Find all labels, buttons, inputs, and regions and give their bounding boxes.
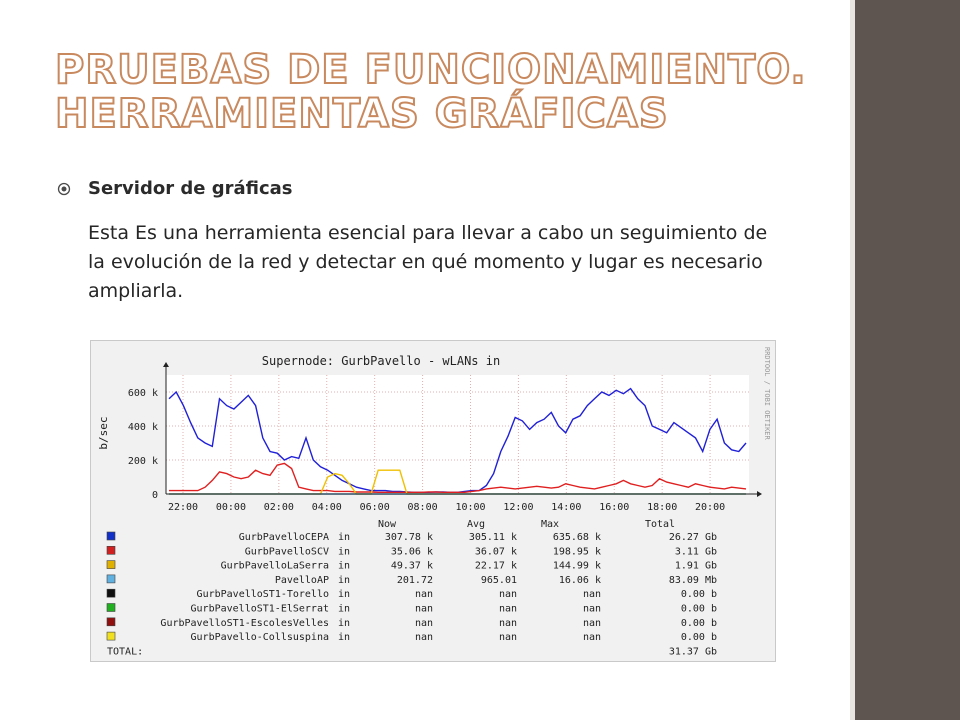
legend-swatch: [107, 546, 115, 554]
legend-cell-total: 3.11 Gb: [674, 546, 717, 558]
body-paragraph: Esta Es una herramienta esencial para llevar a cabo un seguimiento de la evolución de la red y detectar en qué momento y lugar es necesario ampliarla.: [88, 222, 768, 302]
legend-cell-name: GurbPavelloCEPA: [238, 532, 329, 543]
legend-cell-avg: nan: [498, 617, 517, 629]
legend-cell-name: GurbPavelloST1-Torello: [196, 589, 329, 601]
legend-cell-dir: in: [338, 532, 351, 543]
legend-swatch: [107, 632, 115, 640]
legend-cell-avg: nan: [498, 589, 517, 601]
slide-title-line2: HERRAMIENTAS GRÁFICAS: [55, 91, 669, 137]
legend-cell-name: GurbPavelloST1-EscolesVelles: [160, 617, 329, 629]
x-tick-label: 02:00: [263, 502, 294, 513]
legend-cell-max: nan: [582, 617, 601, 629]
mrtg-graph-panel: [90, 340, 776, 662]
traffic-chart: [91, 341, 777, 663]
legend-cell-now: nan: [414, 632, 433, 644]
x-tick-label: 18:00: [647, 502, 678, 513]
legend-cell-max: 635.68 k: [552, 532, 601, 543]
legend-cell-avg: nan: [498, 603, 517, 615]
legend-cell-max: 16.06 k: [558, 574, 601, 586]
legend-cell-now: 49.37 k: [390, 560, 433, 572]
legend-cell-total: 0.00 b: [680, 589, 717, 601]
x-tick-label: 20:00: [695, 502, 726, 513]
y-tick-label: 400 k: [127, 422, 158, 433]
legend-cell-now: 307.78 k: [384, 532, 433, 543]
slide-title-line1: PRUEBAS DE FUNCIONAMIENTO.: [55, 47, 807, 93]
legend-cell-dir: in: [338, 617, 351, 629]
chart-legend: [107, 519, 717, 657]
legend-cell-max: 144.99 k: [552, 560, 601, 572]
legend-header: Avg: [466, 519, 486, 530]
legend-cell-avg: 965.01: [480, 574, 517, 586]
rrdtool-watermark: RRDTOOL / TOBI OETIKER: [763, 347, 771, 440]
legend-cell-total: 0.00 b: [680, 617, 717, 629]
legend-swatch: [107, 589, 115, 597]
decorative-sidebar: [855, 0, 960, 720]
bullet-heading: Servidor de gráficas: [88, 178, 293, 199]
legend-cell-total: 26.27 Gb: [668, 532, 717, 543]
x-tick-label: 14:00: [551, 502, 582, 513]
plot-area: [128, 362, 762, 513]
legend-cell-name: GurbPavelloLaSerra: [220, 560, 329, 572]
legend-cell-name: GurbPavello-Collsuspina: [190, 632, 329, 644]
legend-cell-total: 0.00 b: [680, 603, 717, 615]
legend-cell-max: nan: [582, 603, 601, 615]
x-tick-label: 00:00: [215, 502, 246, 513]
y-tick-label: 200 k: [127, 456, 158, 467]
legend-cell-now: nan: [414, 603, 433, 615]
slide-title: [55, 48, 845, 136]
legend-cell-total: 83.09 Mb: [668, 574, 717, 586]
legend-cell-avg: 22.17 k: [474, 560, 517, 572]
legend-swatch: [107, 561, 115, 569]
legend-cell-now: nan: [414, 589, 433, 601]
x-tick-label: 08:00: [407, 502, 438, 513]
legend-cell-dir: in: [338, 546, 351, 558]
y-tick-label: 0: [151, 490, 158, 501]
legend-cell-avg: 36.07 k: [474, 546, 517, 558]
bullet-circle-icon: [57, 182, 71, 196]
x-tick-label: 06:00: [359, 502, 390, 513]
legend-total-value: 31.37 Gb: [668, 646, 717, 658]
legend-header: Now: [377, 519, 397, 530]
legend-cell-avg: nan: [498, 632, 517, 644]
x-tick-label: 10:00: [455, 502, 486, 513]
legend-header: Max: [540, 519, 560, 530]
legend-cell-dir: in: [338, 603, 351, 615]
y-axis-arrow: [163, 362, 169, 367]
legend-header: Total: [644, 519, 676, 530]
legend-cell-total: 1.91 Gb: [674, 560, 717, 572]
legend-cell-avg: 305.11 k: [468, 532, 517, 543]
legend-swatch: [107, 604, 115, 612]
plot-background: [166, 375, 749, 494]
legend-cell-max: nan: [582, 589, 601, 601]
y-axis-label: b/sec: [97, 416, 110, 450]
x-tick-label: 16:00: [599, 502, 630, 513]
y-tick-label: 600 k: [127, 388, 158, 399]
legend-cell-name: GurbPavelloSCV: [244, 546, 329, 558]
legend-cell-now: 35.06 k: [390, 546, 433, 558]
legend-cell-dir: in: [338, 574, 351, 586]
x-axis-arrow: [757, 491, 762, 497]
legend-cell-total: 0.00 b: [680, 632, 717, 644]
legend-total-label: TOTAL:: [107, 646, 144, 658]
x-tick-label: 22:00: [167, 502, 199, 513]
x-tick-label: 12:00: [503, 502, 534, 513]
legend-swatch: [107, 532, 115, 540]
legend-cell-max: 198.95 k: [552, 546, 601, 558]
legend-cell-name: GurbPavelloST1-ElSerrat: [190, 603, 329, 615]
legend-swatch: [107, 618, 115, 626]
legend-cell-now: nan: [414, 617, 433, 629]
legend-cell-now: 201.72: [396, 574, 433, 586]
legend-cell-dir: in: [338, 560, 351, 572]
legend-cell-name: PavelloAP: [274, 574, 329, 586]
legend-cell-dir: in: [338, 632, 351, 644]
chart-title: Supernode: GurbPavello - wLANs in: [261, 354, 501, 368]
legend-cell-max: nan: [582, 632, 601, 644]
legend-cell-dir: in: [338, 589, 351, 601]
legend-swatch: [107, 575, 115, 583]
x-tick-label: 04:00: [311, 502, 342, 513]
